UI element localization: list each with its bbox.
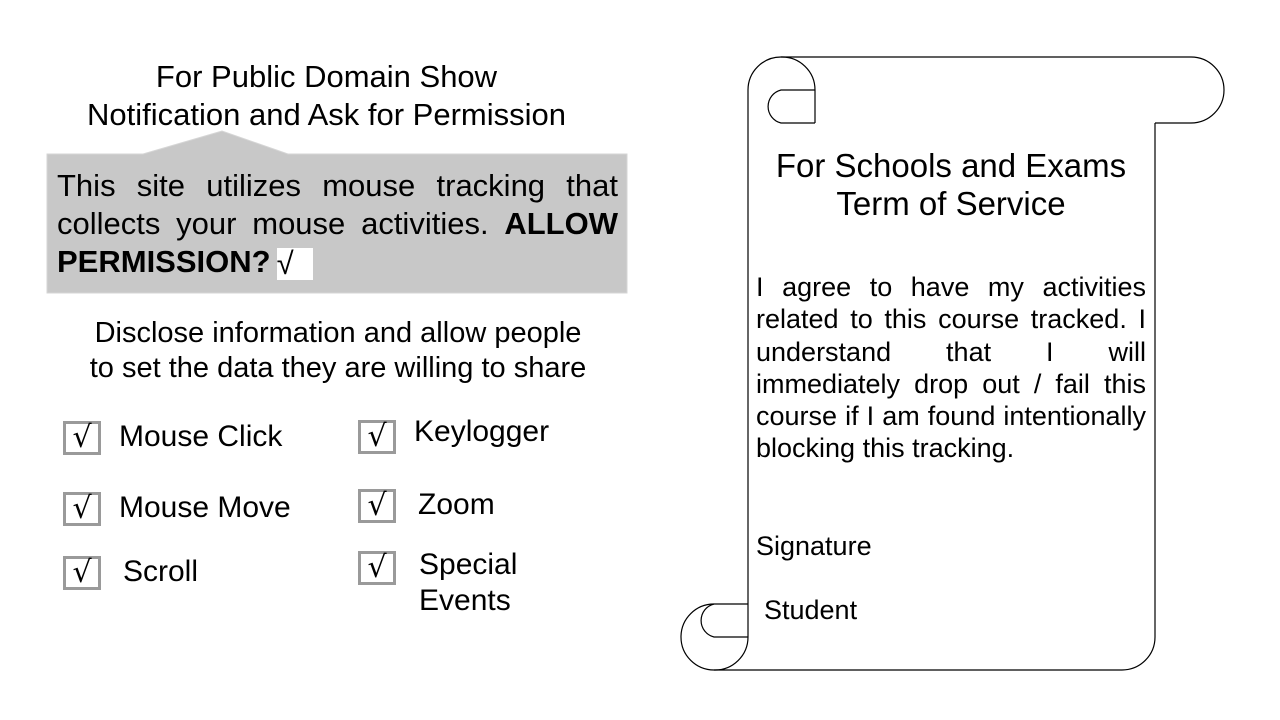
disclose-line-1: Disclose information and allow people	[94, 317, 582, 349]
permission-title-line-2: Notification and Ask for Permission	[87, 97, 566, 132]
special-events-label-line-2: Events	[419, 584, 511, 617]
allow-permission-prompt: ALLOW PERMISSION?	[57, 206, 618, 279]
tos-body-text: I agree to have my activities related to this course tracked. I understand that I will immediately drop out / fail this course if I am found intentionally blocking this tracking.	[756, 272, 1146, 464]
signature-label: Signature	[756, 531, 872, 561]
scroll-checkbox[interactable]: √	[63, 556, 101, 590]
keylogger-checkbox[interactable]: √	[358, 420, 396, 454]
zoom-label: Zoom	[418, 488, 495, 521]
zoom-checkbox[interactable]: √	[358, 489, 396, 523]
callout-message: This site utilizes mouse tracking that collects your mouse activities.	[57, 168, 618, 241]
mouse-move-checkbox[interactable]: √	[63, 492, 101, 526]
scroll-label: Scroll	[123, 555, 199, 588]
mouse-move-label: Mouse Move	[119, 491, 291, 524]
special-events-checkbox[interactable]: √	[358, 551, 396, 585]
allow-permission-checkbox[interactable]: √	[277, 248, 313, 280]
mouse-click-label: Mouse Click	[119, 420, 283, 453]
keylogger-label: Keylogger	[414, 415, 550, 448]
special-events-label-line-1: Special	[419, 548, 518, 581]
permission-title-line-1: For Public Domain Show	[155, 59, 498, 94]
mouse-click-checkbox[interactable]: √	[63, 421, 101, 455]
disclose-line-2: to set the data they are willing to share	[89, 352, 587, 384]
tos-title-line-2: Term of Service	[836, 185, 1066, 222]
student-label: Student	[764, 595, 858, 625]
tos-title-line-1: For Schools and Exams	[775, 147, 1127, 184]
tos-title	[752, 147, 1150, 223]
